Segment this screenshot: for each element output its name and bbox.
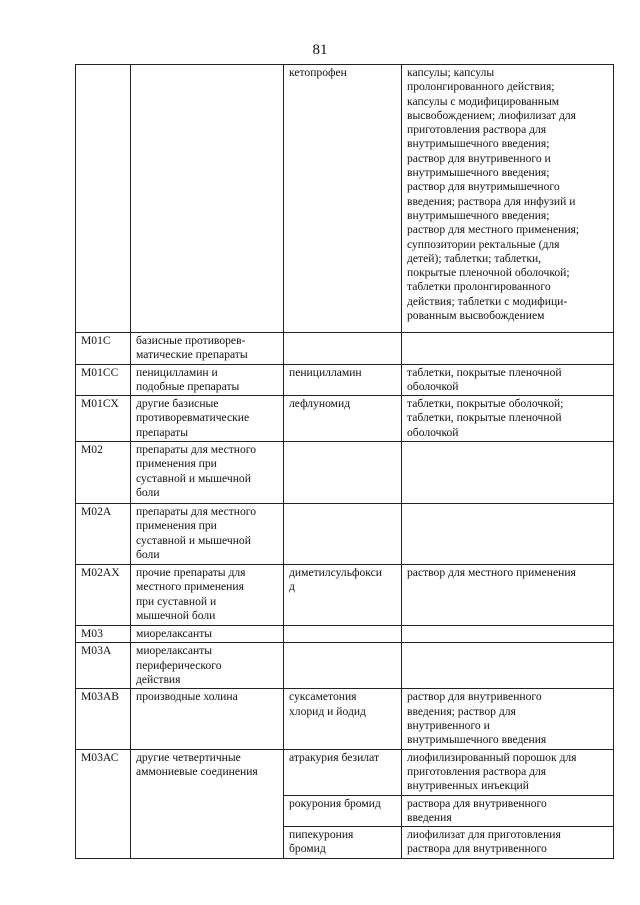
medication-table (75, 64, 614, 859)
atc-code-cell (76, 442, 131, 504)
dosage-form-cell (402, 827, 614, 859)
atc-group-text: пеницилламин и подобные препараты (136, 365, 240, 393)
drug-name-text: лефлуномид (289, 397, 351, 411)
atc-code-text: М01СС (81, 365, 119, 379)
medication-table-body (76, 65, 614, 859)
atc-group-text: препараты для местного применения при суставной и мышечной боли (136, 505, 257, 561)
atc-group-cell (131, 565, 284, 626)
dosage-form-cell (402, 643, 614, 689)
table-row (76, 643, 614, 689)
table-row (76, 565, 614, 626)
atc-code-text: М03 (81, 627, 103, 641)
atc-code-cell (76, 396, 131, 442)
page-number: 81 (312, 42, 328, 58)
atc-group-cell (131, 65, 284, 333)
dosage-form-cell (402, 442, 614, 504)
atc-group-cell (131, 689, 284, 749)
atc-group-cell (131, 749, 284, 858)
atc-code-cell (76, 364, 131, 396)
drug-name-text: пеницилламин (289, 365, 362, 379)
dosage-form-cell (402, 626, 614, 643)
drug-name-cell (284, 396, 402, 442)
atc-code-text: М03А (81, 644, 112, 658)
drug-name-text: атракурия безилат (289, 750, 380, 764)
dosage-form-text: раствора для внутривенного введения (407, 796, 547, 824)
atc-code-text: М03АВ (81, 690, 120, 704)
table-row (76, 626, 614, 643)
atc-code-text: М01СХ (81, 397, 119, 411)
dosage-form-cell (402, 333, 614, 365)
dosage-form-text: лиофилизированный порошок для приготовления раствора для внутривенных инъекций (407, 750, 577, 793)
atc-group-text: миорелаксанты периферического действия (136, 644, 222, 686)
dosage-form-cell (402, 504, 614, 565)
dosage-form-text: лиофилизат для приготовления раствора для внутривенного (407, 828, 561, 856)
drug-name-cell (284, 643, 402, 689)
dosage-form-text: капсулы; капсулы пролонгированного действия; капсулы с модифицированным высвобождением; лиофилизат для приготовления раствора для внутримышечного введения; раствор для внутривенного и внутримышечного введения; раствор для внутримышечного введения; раствора для инфузий и внутримышечного введения; раствор для местного применения; суппозитории ректальные (для детей); таблетки; таблетки, покрытые пленочной оболочкой; таблетки пролонгированного действия; таблетки с модифици- рованным высвобождением (407, 66, 580, 323)
drug-name-cell (284, 689, 402, 749)
atc-code-text: М02АХ (81, 566, 120, 580)
drug-name-cell (284, 65, 402, 333)
dosage-form-text: раствор для местного применения (407, 566, 576, 580)
table-row (76, 65, 614, 333)
drug-name-cell (284, 442, 402, 504)
atc-group-cell (131, 643, 284, 689)
table-row (76, 689, 614, 749)
atc-group-text: производные холина (136, 690, 238, 704)
dosage-form-text: таблетки, покрытые пленочной оболочкой (407, 365, 562, 393)
atc-code-cell (76, 689, 131, 749)
table-row (76, 504, 614, 565)
drug-name-cell (284, 504, 402, 565)
atc-group-text: базисные противорев- матические препараты (136, 334, 248, 362)
dosage-form-cell (402, 565, 614, 626)
atc-code-cell (76, 626, 131, 643)
atc-group-cell (131, 626, 284, 643)
atc-code-text: М02А (81, 505, 112, 519)
atc-code-text: М03АС (81, 750, 119, 764)
dosage-form-cell (402, 795, 614, 827)
atc-group-text: другие четвертичные аммониевые соединения (136, 750, 258, 778)
dosage-form-text: раствор для внутривенного введения; раствор для внутривенного и внутримышечного введения (407, 690, 547, 747)
atc-group-cell (131, 364, 284, 396)
atc-group-text: миорелаксанты (136, 627, 213, 641)
dosage-form-cell (402, 65, 614, 333)
table-row (76, 442, 614, 504)
drug-name-text: кетопрофен (289, 66, 347, 79)
atc-group-text: прочие препараты для местного применения при суставной и мышечной боли (136, 566, 246, 622)
dosage-form-cell (402, 749, 614, 795)
atc-group-cell (131, 333, 284, 365)
atc-code-cell (76, 565, 131, 626)
table-row (76, 396, 614, 442)
atc-group-cell (131, 504, 284, 565)
atc-group-cell (131, 396, 284, 442)
dosage-form-cell (402, 689, 614, 749)
dosage-form-text: таблетки, покрытые оболочкой; таблетки, покрытые пленочной оболочкой (407, 397, 564, 439)
table-row (76, 364, 614, 396)
atc-code-cell (76, 504, 131, 565)
table-row (76, 333, 614, 365)
drug-name-cell (284, 795, 402, 827)
atc-code-text: М01С (81, 334, 111, 347)
drug-name-text: суксаметония хлорид и йодид (289, 690, 366, 718)
atc-group-text: препараты для местного применения при суставной и мышечной боли (136, 443, 257, 499)
atc-group-text: другие базисные противоревматические препараты (136, 397, 250, 439)
drug-name-cell (284, 626, 402, 643)
drug-name-text: диметилсульфокси д (289, 566, 382, 594)
drug-name-cell (284, 749, 402, 795)
dosage-form-cell (402, 396, 614, 442)
atc-group-cell (131, 442, 284, 504)
drug-name-cell (284, 827, 402, 859)
drug-name-text: пипекурония бромид (289, 828, 354, 856)
drug-name-cell (284, 333, 402, 365)
atc-code-cell (76, 749, 131, 858)
table-row (76, 749, 614, 795)
drug-name-text: рокурония бромид (289, 796, 381, 810)
drug-name-cell (284, 364, 402, 396)
atc-code-cell (76, 333, 131, 365)
atc-code-cell (76, 643, 131, 689)
atc-code-cell (76, 65, 131, 333)
atc-code-text: М02 (81, 443, 103, 457)
drug-name-cell (284, 565, 402, 626)
dosage-form-cell (402, 364, 614, 396)
